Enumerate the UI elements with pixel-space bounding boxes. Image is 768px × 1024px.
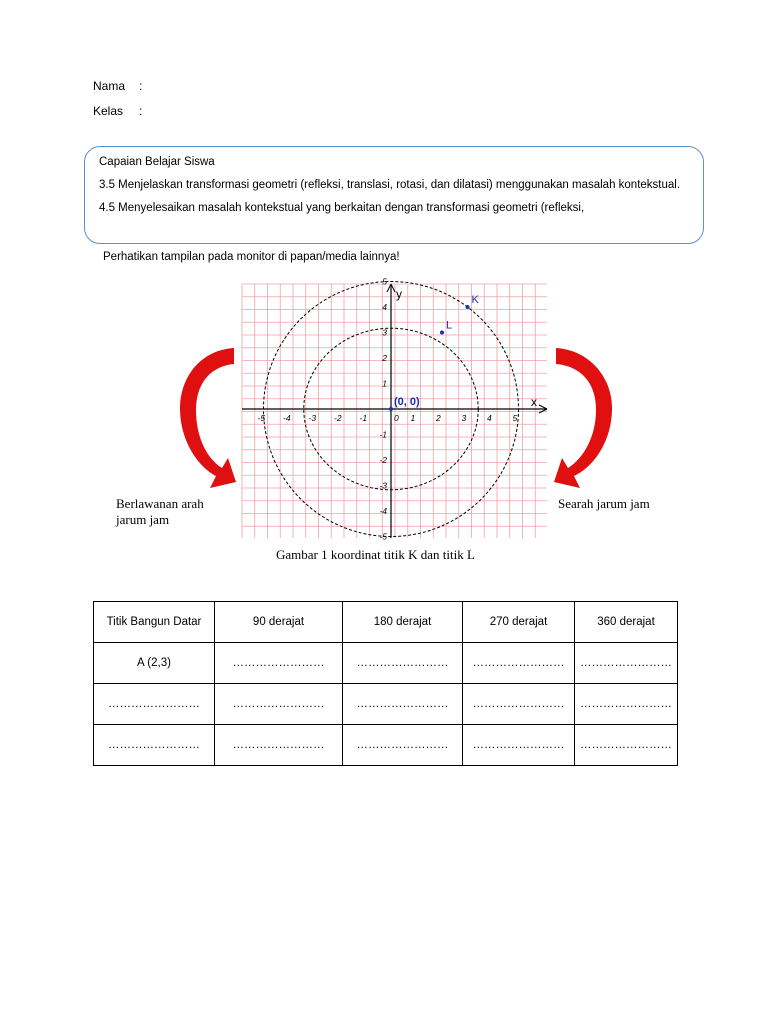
table-header-row bbox=[94, 602, 678, 643]
header-cell: 360 derajat bbox=[575, 602, 678, 643]
header-cell: 270 derajat bbox=[463, 602, 575, 643]
table-cell: A (2,3) bbox=[94, 643, 215, 684]
y-tick-label: 4 bbox=[382, 302, 387, 312]
x-tick-label: 2 bbox=[436, 413, 441, 423]
capaian-item-2: 4.5 Menyelesaikan masalah kontekstual yang berkaitan dengan transformasi geometri (refleksi, bbox=[99, 202, 585, 214]
table-row bbox=[94, 725, 678, 766]
header-cell: Titik Bangun Datar bbox=[94, 602, 215, 643]
y-tick-label: 3 bbox=[382, 327, 387, 338]
y-tick-label: -4 bbox=[379, 506, 387, 516]
x-tick-label: 4 bbox=[487, 413, 492, 423]
counterclockwise-arrow-icon bbox=[180, 348, 236, 488]
origin-point bbox=[389, 407, 393, 411]
table-cell[interactable]: …………………… bbox=[463, 684, 575, 725]
header-cell: 180 derajat bbox=[343, 602, 463, 643]
y-tick-label: -3 bbox=[379, 480, 387, 491]
right-label: Searah jarum jam bbox=[558, 496, 650, 511]
kelas-label: Kelas bbox=[93, 104, 124, 118]
figure-caption: Gambar 1 koordinat titik K dan titik L bbox=[276, 547, 475, 562]
table-cell[interactable]: …………………… bbox=[215, 725, 343, 766]
x-tick-label: -1 bbox=[359, 413, 368, 423]
x-tick-label: 1 bbox=[410, 413, 416, 423]
x-tick-label: -4 bbox=[283, 413, 291, 423]
capaian-item-1: 3.5 Menjelaskan transformasi geometri (refleksi, translasi, rotasi, dan dilatasi) menggunakan masalah kontekstual. bbox=[99, 179, 681, 191]
table-row bbox=[94, 643, 678, 684]
point-l bbox=[440, 331, 444, 335]
table-cell[interactable]: …………………… bbox=[215, 643, 343, 684]
table-cell[interactable]: …………………… bbox=[343, 725, 463, 766]
table-cell[interactable]: …………………… bbox=[94, 725, 215, 766]
x-axis-label: x bbox=[531, 395, 537, 409]
table-cell[interactable]: …………………… bbox=[343, 643, 463, 684]
y-tick-label: 1 bbox=[382, 378, 387, 389]
instruction-text: Perhatikan tampilan pada monitor di papan/media lainnya! bbox=[103, 251, 400, 263]
nama-colon: : bbox=[139, 79, 143, 93]
left-label-line2: jarum jam bbox=[116, 512, 170, 527]
x-tick-label: -2 bbox=[334, 413, 342, 423]
table-cell[interactable]: …………………… bbox=[575, 643, 678, 684]
capaian-box bbox=[84, 146, 704, 244]
y-tick-label: 2 bbox=[382, 353, 387, 363]
point-l-label: L bbox=[446, 319, 453, 332]
x-tick-label: 3 bbox=[461, 413, 467, 423]
header-cell: 90 derajat bbox=[215, 602, 343, 643]
table-cell[interactable]: …………………… bbox=[463, 725, 575, 766]
capaian-title: Capaian Belajar Siswa bbox=[99, 156, 215, 168]
table-cell[interactable]: …………………… bbox=[215, 684, 343, 725]
table-cell[interactable]: …………………… bbox=[94, 684, 215, 725]
table-row bbox=[94, 684, 678, 725]
points bbox=[389, 294, 480, 411]
y-tick-label: -2 bbox=[379, 455, 387, 465]
table-cell[interactable]: …………………… bbox=[343, 684, 463, 725]
coordinate-grid bbox=[242, 284, 547, 538]
y-tick-label: -1 bbox=[379, 429, 387, 440]
table-cell[interactable]: …………………… bbox=[463, 643, 575, 684]
y-tick-label: 5 bbox=[382, 276, 387, 287]
x-tick-label: 5 bbox=[512, 413, 518, 423]
point-k bbox=[466, 305, 470, 309]
origin-label: (0, 0) bbox=[394, 396, 420, 408]
point-k-label: K bbox=[471, 294, 479, 306]
rotation-table bbox=[93, 601, 678, 766]
x-tick-label: -3 bbox=[308, 413, 317, 423]
clockwise-arrow-icon bbox=[554, 348, 612, 488]
left-label-line1: Berlawanan arah bbox=[116, 496, 204, 511]
rotation-figure bbox=[116, 276, 680, 568]
y-tick-label: -5 bbox=[379, 531, 387, 542]
nama-label: Nama bbox=[93, 79, 126, 93]
kelas-colon: : bbox=[139, 104, 143, 118]
x-tick-label: -5 bbox=[257, 413, 266, 423]
kelas-field bbox=[93, 104, 142, 118]
x-tick-label: 0 bbox=[394, 413, 399, 423]
table-cell[interactable]: …………………… bbox=[575, 725, 678, 766]
nama-field bbox=[93, 79, 142, 93]
y-axis-label: y bbox=[396, 287, 402, 301]
table-cell[interactable]: …………………… bbox=[575, 684, 678, 725]
